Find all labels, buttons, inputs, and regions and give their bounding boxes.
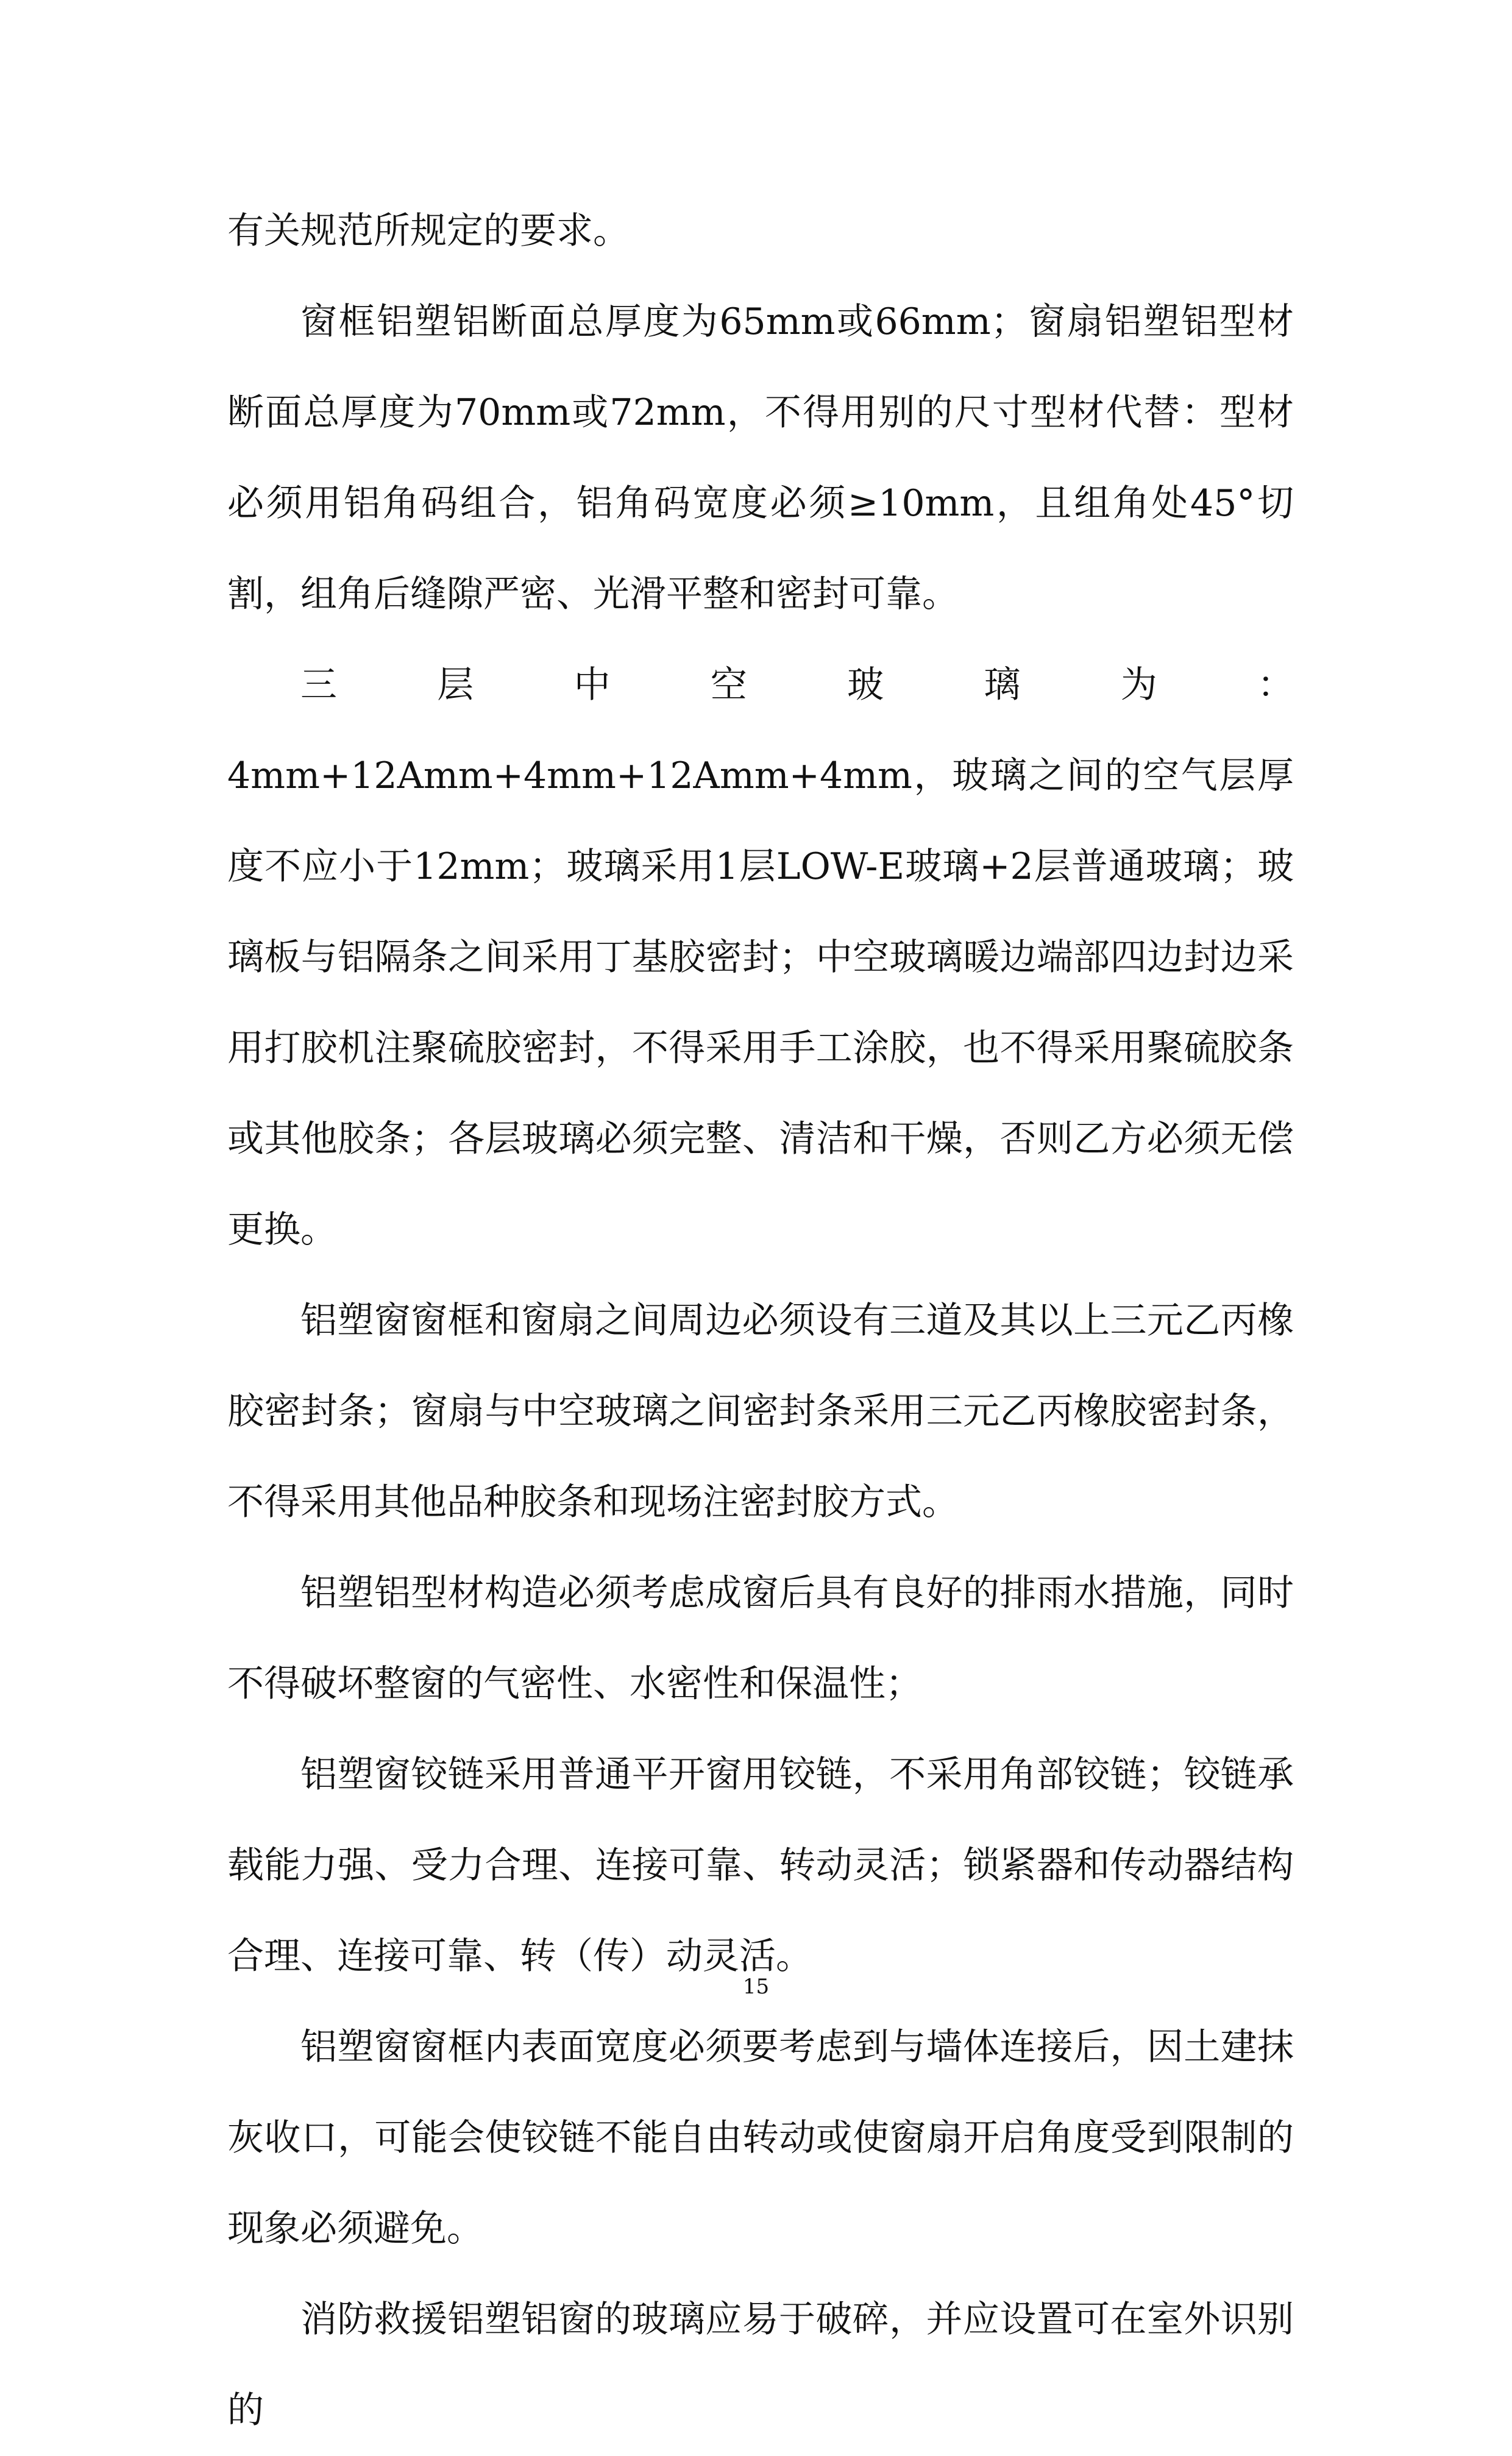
paragraph-fire-rescue: 消防救援铝塑铝窗的玻璃应易于破碎，并应设置可在室外识别的 — [227, 2298, 1294, 2432]
page-number: 15 — [742, 1975, 770, 1999]
paragraph-hinges: 铝塑窗铰链采用普通平开窗用铰链，不采用角部铰链；铰链承载能力强、受力合理、连接可靠、转动灵活；锁紧器和传动器结构合理、连接可靠、转（传）动灵活。 — [227, 1753, 1294, 1978]
paragraph-insulated-glass: 三层中空玻璃为：4mm+12Amm+4mm+12Amm+4mm，玻璃之间的空气层厚度不应小于12mm；玻璃采用1层LOW-E玻璃+2层普通玻璃；玻璃板与铝隔条之间采用丁基胶密封；中空玻璃暖边端部四边封边采用打胶机注聚硫胶密封，不得采用手工涂胶，也不得采用聚硫胶条或其他胶条；各层玻璃必须完整、清洁和干燥，否则乙方必须无偿更换。 — [227, 664, 1294, 1251]
paragraph-drainage: 铝塑铝型材构造必须考虑成窗后具有良好的排雨水措施，同时不得破坏整窗的气密性、水密性和保温性； — [227, 1572, 1294, 1705]
body-text — [227, 186, 1294, 2456]
paragraph-sealing-strips: 铝塑窗窗框和窗扇之间周边必须设有三道及其以上三元乙丙橡胶密封条；窗扇与中空玻璃之间密封条采用三元乙丙橡胶密封条，不得采用其他品种胶条和现场注密封胶方式。 — [227, 1299, 1294, 1524]
paragraph-frame-width: 铝塑窗窗框内表面宽度必须要考虑到与墙体连接后，因土建抹灰收口，可能会使铰链不能自由转动或使窗扇开启角度受到限制的现象必须避免。 — [227, 2026, 1294, 2250]
paragraph-continued: 有关规范所规定的要求。 — [227, 210, 630, 252]
paragraph-frame-thickness: 窗框铝塑铝断面总厚度为65mm或66mm；窗扇铝塑铝型材断面总厚度为70mm或72mm，不得用别的尺寸型材代替：型材必须用铝角码组合，铝角码宽度必须≥10mm，且组角处45°切割，组角后缝隙严密、光滑平整和密封可靠。 — [227, 300, 1294, 616]
